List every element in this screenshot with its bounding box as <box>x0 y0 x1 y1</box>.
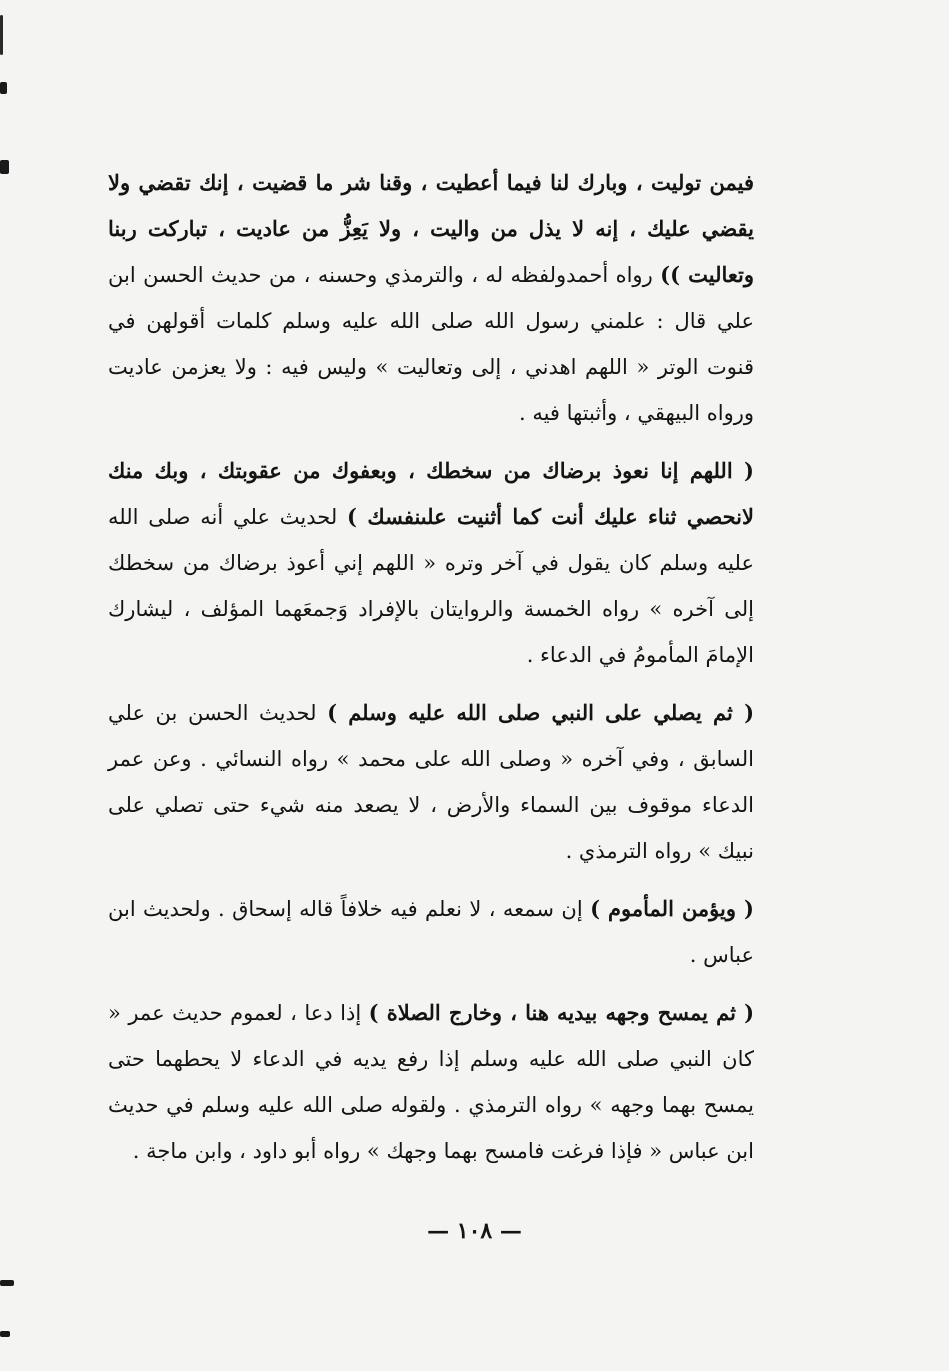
paragraph <box>108 160 754 436</box>
paragraph <box>108 448 754 678</box>
paragraph-bold-text: ( ثم يصلي على النبي صلى الله عليه وسلم ) <box>327 700 755 725</box>
scan-edge-mark <box>0 1331 10 1337</box>
paragraph-text: إن سمعه ، لا نعلم فيه خلافاً قاله إسحاق . ولحديث ابن عباس . <box>108 897 754 967</box>
paragraph <box>108 990 754 1174</box>
page-number: — ١٠٨ — <box>427 1218 522 1244</box>
scan-edge-mark <box>0 160 9 174</box>
page-body-text <box>108 160 754 1186</box>
paragraph-text: إذا دعا ، لعموم حديث عمر « كان النبي صلى الله عليه وسلم إذا رفع يديه في الدعاء لا يحطهما حتى يمسح بهما وجهه » رواه الترمذي . ولقوله صلى الله عليه وسلم في حديث ابن عباس « فإذا فرغت فامسح بهما وجهك » رواه أبو داود ، وابن ماجة . <box>108 1001 754 1163</box>
paragraph-text: لحديث الحسن بن علي السابق ، وفي آخره « وصلى الله على محمد » رواه النسائي . وعن عمر الدعاء موقوف بين السماء والأرض ، لا يصعد منه شيء حتى تصلي على نبيك » رواه الترمذي . <box>108 701 754 863</box>
paragraph <box>108 690 754 874</box>
paragraph-text: رواه أحمدولفظه له ، والترمذي وحسنه ، من حديث الحسن ابن علي قال : علمني رسول الله صلى الله عليه وسلم كلمات أقولهن في قنوت الوتر « اللهم اهدني ، إلى وتعاليت » وليس فيه : ولا يعزمن عاديت ورواه البيهقي ، وأثبتها فيه . <box>108 263 754 425</box>
paragraph-text: لحديث علي أنه صلى الله عليه وسلم كان يقول في آخر وتره « اللهم إني أعوذ برضاك من سخطك إلى آخره » رواه الخمسة والروايتان بالإفراد وَجمعَهما المؤلف ، ليشارك الإمامَ المأمومُ في الدعاء . <box>108 505 754 667</box>
paragraph <box>108 886 754 978</box>
paragraph-bold-text: فيمن توليت ، وبارك لنا فيما أعطيت ، وقنا شر ما قضيت ، إنك تقضي ولا يقضي عليك ، إنه لا يذل من واليت ، ولا يَعِزُّ من عاديت ، تباركت ربنا وتعاليت )) <box>108 170 754 287</box>
paragraph-bold-text: ( اللهم إنا نعوذ برضاك من سخطك ، وبعفوك من عقوبتك ، وبك منك لانحصي ثناء عليك أنت كما أثنيت علىنفسك ) <box>108 458 754 529</box>
scan-edge-mark <box>0 1280 14 1286</box>
scan-edge-mark <box>0 82 7 94</box>
paragraph-bold-text: ( ثم يمسح وجهه بيديه هنا ، وخارج الصلاة ) <box>368 1000 754 1025</box>
paragraph-bold-text: ( ويؤمن المأموم ) <box>590 896 754 921</box>
scan-edge-mark <box>0 15 3 55</box>
